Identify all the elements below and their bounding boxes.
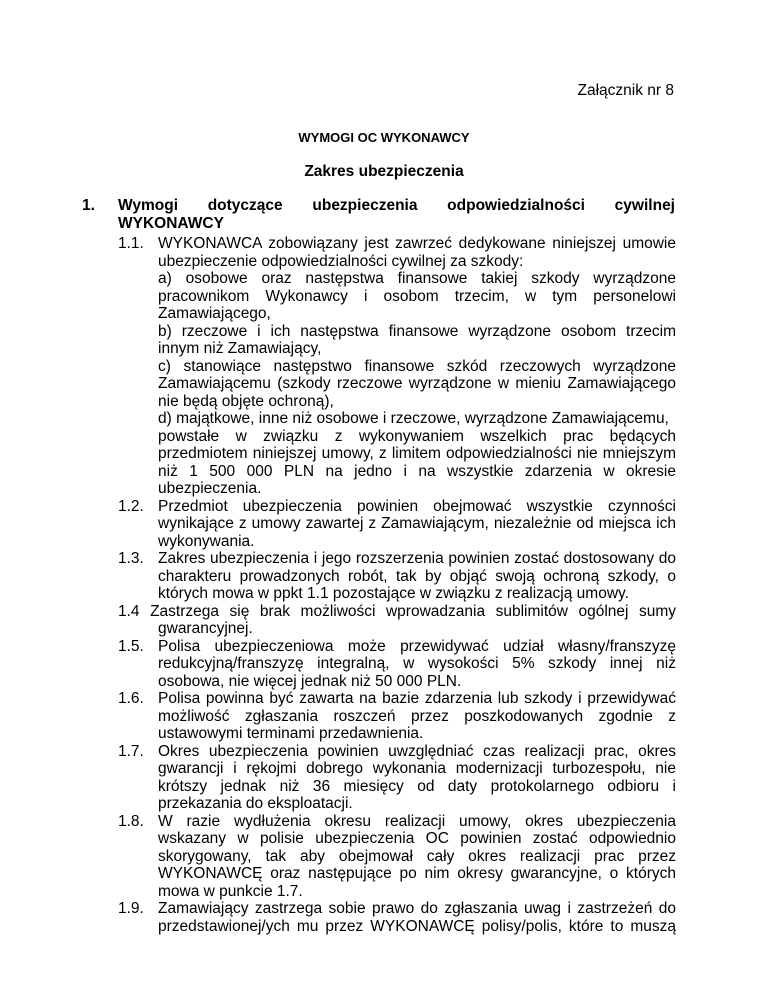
item-number: 1.5. bbox=[118, 637, 144, 655]
item-text: Polisa powinna być zawarta na bazie zdarzenia lub szkody i przewidywać możliwość zgłaszania roszczeń przez poszkodowanych zgodnie z ustawowymi terminami przedawnienia. bbox=[158, 690, 676, 742]
list-item bbox=[118, 690, 676, 743]
item-text: powstałe w związku z wykonywaniem wszelkich prac będących przedmiotem niniejszej umowy, z limitem odpowiedzialności nie mniejszym niż 1 500 000 PLN na jedno i na wszystkie zdarzenia w okresie ubezpieczenia. bbox=[158, 427, 676, 497]
item-number: 1.1. bbox=[118, 235, 144, 252]
item-number: 1.7. bbox=[118, 742, 144, 760]
item-number: 1.3. bbox=[118, 550, 144, 567]
item-number: 1.6. bbox=[118, 690, 144, 707]
list-item bbox=[118, 743, 676, 813]
item-text: d) majątkowe, inne niż osobowe i rzeczowe, wyrządzone Zamawiającemu, bbox=[158, 410, 669, 427]
item-text: c) stanowiące następstwo finansowe szkód rzeczowych wyrządzone Zamawiającemu (szkody rzeczowe wyrządzone w mieniu Zamawiającego nie będą objęte ochroną), bbox=[158, 357, 676, 410]
item-text: W razie wydłużenia okresu realizacji umowy, okres ubezpieczenia wskazany w polisie ubezpieczenia OC powinien zostać odpowiednio skorygowany, tak aby obejmował cały okres realizacji prac przez WYKONAWCĘ oraz następujące po nim okresy gwarancyjne, o których mowa w punkcie 1.7. bbox=[158, 812, 676, 900]
section-number: 1. bbox=[82, 197, 95, 214]
item-number: 1.4 bbox=[118, 602, 140, 620]
item-text: a) osobowe oraz następstwa finansowe takiej szkody wyrządzone pracownikom Wykonawcy i osobom trzecim, w tym personelowi Zamawiającego, bbox=[158, 270, 676, 322]
list-item bbox=[118, 235, 676, 498]
item-text: Zakres ubezpieczenia i jego rozszerzenia powinien zostać dostosowany do charakteru prowadzonych robót, tak by objąć swoją ochroną szkody, o których mowa w ppkt 1.1 pozostające w związku z realizacją umowy. bbox=[158, 550, 676, 602]
document-title: WYMOGI OC WYKONAWCY bbox=[298, 130, 470, 145]
list-item bbox=[118, 603, 676, 638]
item-text: WYKONAWCA zobowiązany jest zawrzeć dedykowane niniejszej umowie ubezpieczenie odpowiedzialności cywilnej za szkody: bbox=[158, 235, 676, 270]
item-number: 1.9. bbox=[118, 900, 144, 917]
item-text: 1.4 Zastrzega się brak możliwości wprowadzania sublimitów ogólnej sumy gwarancyjnej. bbox=[118, 602, 676, 637]
item-text: Okres ubezpieczenia powinien uwzględniać czas realizacji prac, okres gwarancji i rękojmi dobrego wykonania modernizacji turbozespołu, nie krótszy jednak niż 36 miesięcy od daty protokolarnego odbioru i przekazania do eksploatacji. bbox=[158, 742, 676, 812]
list-item bbox=[118, 813, 676, 901]
list-item bbox=[118, 498, 676, 551]
list-item bbox=[118, 638, 676, 691]
item-text: Zamawiający zastrzega sobie prawo do zgłaszania uwag i zastrzeżeń do przedstawionej/ych mu przez WYKONAWCĘ polisy/polis, które to muszą bbox=[158, 900, 676, 935]
item-text: Przedmiot ubezpieczenia powinien obejmować wszystkie czynności wynikające z umowy zawartej z Zamawiającym, niezależnie od miejsca ich wykonywania. bbox=[158, 497, 676, 550]
list-item bbox=[118, 550, 676, 603]
document-subtitle: Zakres ubezpieczenia bbox=[304, 163, 464, 180]
item-text: Polisa ubezpieczeniowa może przewidywać udział własny/franszyzę redukcyjną/franszyzę integralną, w wysokości 5% szkody innej niż osobowa, nie więcej jednak niż 50 000 PLN. bbox=[158, 637, 676, 690]
item-number: 1.8. bbox=[118, 812, 144, 830]
section-title: Wymogi dotyczące ubezpieczenia odpowiedzialności cywilnej WYKONAWCY bbox=[118, 197, 675, 232]
item-number: 1.2. bbox=[118, 497, 144, 515]
item-text: b) rzeczowe i ich następstwa finansowe wyrządzone osobom trzecim innym niż Zamawiający, bbox=[158, 322, 676, 357]
list-item bbox=[118, 900, 676, 935]
requirements-list bbox=[118, 235, 676, 935]
annex-label: Załącznik nr 8 bbox=[577, 82, 674, 99]
